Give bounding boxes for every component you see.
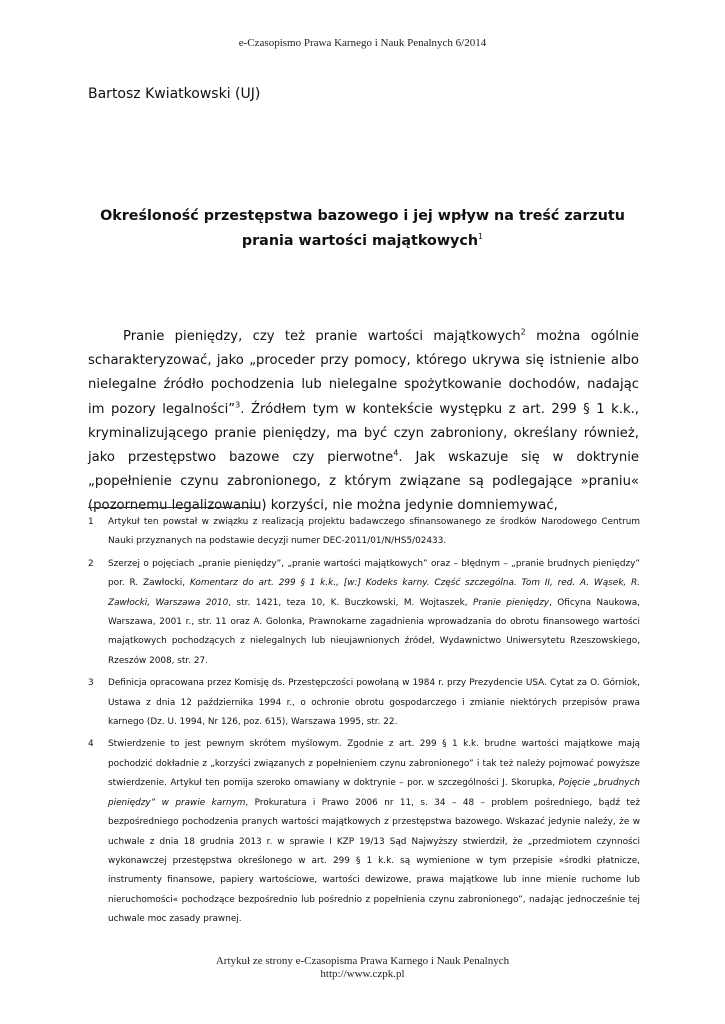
- footnote-number: 2: [88, 558, 94, 569]
- body-text-1: Pranie pieniędzy, czy też pranie wartości majątkowych: [123, 329, 521, 344]
- footnote-italic-part: Pojęcie „brudnych pieniędzy” w prawie karnym: [108, 778, 640, 808]
- body-text-2: można ogólnie scharakteryzować, jako „proceder przy pomocy, którego ukrywa się istnienie albo nielegalne źródło pochodzenia lub nielegalne spożytkowanie dochodów, nadając im pozory legalności”: [88, 329, 639, 417]
- footer-source-text: Artykuł ze strony e-Czasopisma Prawa Karnego i Nauk Penalnych: [215, 955, 510, 967]
- footnote-1: [88, 513, 640, 552]
- footnote-ref-2: 2: [520, 327, 526, 337]
- footnote-text-part: Stwierdzenie to jest pewnym skrótem myślowym. Zgodnie z art. 299 § 1 k.k. brudne wartości majątkowe mają pochodzić dokładnie z „korzyści związanych z popełnieniem czynu zabronionego” i tak też należy pojmować powyższe stwierdzenie. Artykuł ten pomija szeroko omawiany w doktrynie – por. w szczególności J. Skorupka,: [108, 739, 640, 789]
- article-title: [80, 204, 645, 254]
- article-title-text: Określoność przestępstwa bazowego i jej wpływ na treść zarzutu prania wartości majątkowych: [100, 208, 625, 249]
- footnote-separator: [88, 507, 260, 508]
- footnote-text: Definicja opracowana przez Komisję ds. Przestępczości powołaną w 1984 r. przy Prezydencie USA. Cytat za O. Górniok, Ustawa z dnia 12 października 1994 r., o ochronie obrotu gospodarczego i zmianie niektórych przepisów prawa karnego (Dz. U. 1994, Nr 126, poz. 615), Warszawa 1995, str. 22.: [108, 678, 640, 728]
- footnote-text: [108, 735, 640, 929]
- body-text-4: . Jak wskazuje się w doktrynie „popełnienie czynu zabronionego, z którym związane są podlegające »praniu« (pozornemu legalizowaniu) korzyści, nie można jedynie domniemywać,: [88, 450, 639, 514]
- footnote-italic-part: Komentarz do art. 299 § 1 k.k., [w:] Kodeks karny. Część szczególna. Tom II, red. A. Wąsek, R. Zawłocki, Warszawa 2010: [108, 578, 640, 608]
- page-footer: [0, 955, 725, 981]
- body-text-3: . Źródłem tym w kontekście występku z art. 299 § 1 k.k., kryminalizującego pranie pieniędzy, ma być czyn zabroniony, określany również, jako przestępstwo bazowe czy pierwotne: [88, 401, 639, 466]
- footnote-ref-1: 1: [478, 232, 484, 242]
- footnote-italic-part: Pranie pieniędzy: [472, 597, 550, 608]
- footnote-number: 3: [88, 678, 94, 689]
- footnote-text-part: , str. 1421, teza 10, K. Buczkowski, M. Wojtaszek,: [228, 597, 473, 608]
- body-paragraph: [88, 325, 639, 519]
- footnote-number: 1: [88, 517, 94, 527]
- footnote-4: [88, 735, 640, 929]
- footnote-ref-4: 4: [393, 448, 399, 458]
- footer-url[interactable]: http://www.czpk.pl: [320, 968, 405, 980]
- footnote-text-part: , Oficyna Naukowa, Warszawa, 2001 r., str. 11 oraz A. Golonka, Prawnokarne zagadnienia wprowadzania do obrotu finansowego wartości majątkowych pochodzących z nielegalnych lub nieujawnionych źródeł, Wydawnictwo Uniwersytetu Rzeszowskiego, Rzeszów 2008, str. 27.: [108, 597, 640, 666]
- footnote-text: [108, 555, 640, 671]
- footnotes: [88, 513, 640, 933]
- footnote-text: Artykuł ten powstał w związku z realizacją projektu badawczego sfinansowanego ze środków Narodowego Centrum Nauki przyznanych na podstawie decyzji numer DEC-2011/01/N/HS5/02433.: [108, 517, 640, 547]
- footnote-text-part: , Prokuratura i Prawo 2006 nr 11, s. 34 – 48 – problem pośredniego, bądź też bezpośredniego pochodzenia pranych wartości majątkowych z przestępstwa bazowego. Wskazać jedynie należy, że w uchwale z dnia 18 grudnia 2013 r. w sprawie I KZP 19/13 Sąd Najwyższy stwierdził, że „przedmiotem czynności wykonawczej przestępstwa określonego w art. 299 § 1 k.k. są wymienione w tym przepisie »środki płatnicze, instrumenty finansowe, papiery wartościowe, wartości dewizowe, prawa majątkowe lub inne mienie ruchome lub nieruchomości« pochodzące bezpośrednio lub pośrednio z popełnienia czynu zabronionego”, nadając jednocześnie tej uchwale moc zasady prawnej.: [108, 797, 640, 925]
- footnote-2: [88, 555, 640, 671]
- footnote-ref-3: 3: [235, 400, 241, 410]
- footnote-text-part: Szerzej o pojęciach „pranie pieniędzy”, „pranie wartości majątkowych” oraz – błędnym – „pranie brudnych pieniędzy” por. R. Zawłocki,: [108, 558, 640, 589]
- footnote-3: [88, 674, 640, 732]
- footnote-number: 4: [88, 739, 94, 750]
- running-header: e-Czasopismo Prawa Karnego i Nauk Penalnych 6/2014: [238, 37, 487, 49]
- author-name: Bartosz Kwiatkowski (UJ): [88, 86, 261, 102]
